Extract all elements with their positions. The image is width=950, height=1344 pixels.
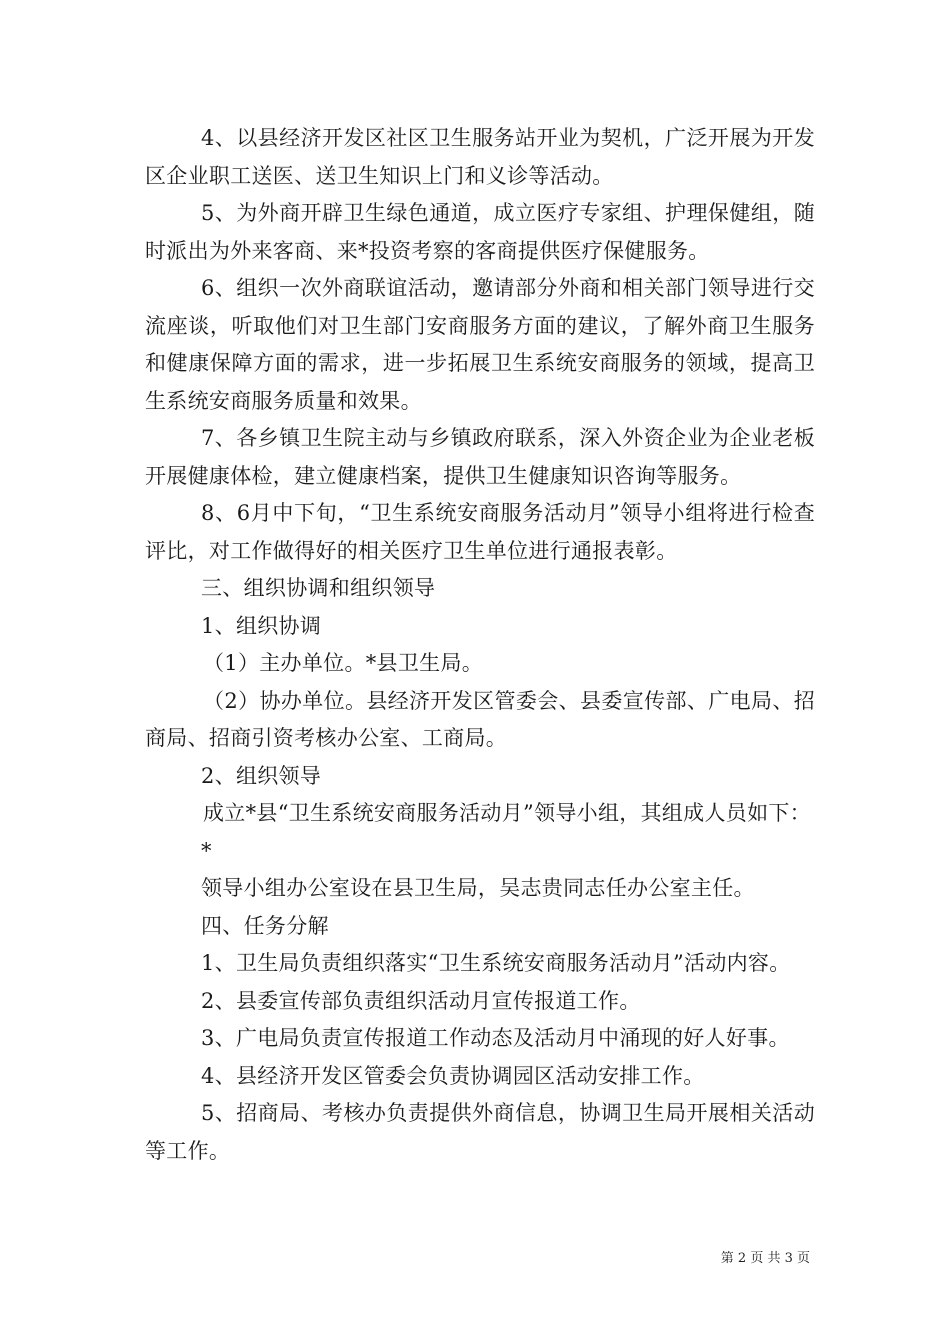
subheading-leadership: 2、组织领导	[201, 763, 322, 788]
task-item-1: 1、卫生局负责组织落实“卫生系统安商服务活动月”活动内容。	[201, 951, 791, 975]
task-item-4: 4、县经济开发区管委会负责协调园区活动安排工作。	[201, 1063, 705, 1088]
section-heading-organization: 三、组织协调和组织领导	[201, 576, 436, 600]
document-body	[145, 120, 815, 1170]
co-host-units: （2）协办单位。县经济开发区管委会、县委宣传部、广电局、招商局、招商引资考核办公室、工商局。	[145, 688, 815, 750]
leadership-group-intro: 成立*县“卫生系统安商服务活动月”领导小组，其组成人员如下：	[203, 801, 811, 825]
task-item-2: 2、县委宣传部负责组织活动月宣传报道工作。	[201, 988, 641, 1013]
paragraph-item-6: 6、组织一次外商联谊活动，邀请部分外商和相关部门领导进行交流座谈，听取他们对卫生部门安商服务方面的建议，了解外商卫生服务和健康保障方面的需求，进一步拓展卫生系统安商服务的领域，提高卫生系统安商服务质量和效果。	[145, 276, 815, 413]
section-heading-tasks: 四、任务分解	[201, 913, 329, 938]
host-unit: （1）主办单位。*县卫生局。	[203, 651, 484, 675]
paragraph-item-4: 4、以县经济开发区社区卫生服务站开业为契机，广泛开展为开发区企业职工送医、送卫生知识上门和义诊等活动。	[145, 126, 815, 188]
page-number-footer: 第 2 页 共 3 页	[720, 1251, 810, 1266]
office-note: 领导小组办公室设在县卫生局，吴志贵同志任办公室主任。	[201, 876, 755, 900]
leadership-members-placeholder: *	[201, 838, 212, 863]
task-item-3: 3、广电局负责宣传报道工作动态及活动月中涌现的好人好事。	[201, 1026, 790, 1050]
task-item-5: 5、招商局、考核办负责提供外商信息，协调卫生局开展相关活动等工作。	[145, 1101, 815, 1163]
paragraph-item-5: 5、为外商开辟卫生绿色通道，成立医疗专家组、护理保健组，随时派出为外来客商、来*投资考察的客商提供医疗保健服务。	[145, 201, 815, 263]
subheading-coordination: 1、组织协调	[201, 613, 322, 638]
paragraph-item-7: 7、各乡镇卫生院主动与乡镇政府联系，深入外资企业为企业老板开展健康体检，建立健康档案，提供卫生健康知识咨询等服务。	[145, 426, 815, 488]
paragraph-item-8: 8、6月中下旬，“卫生系统安商服务活动月”领导小组将进行检查评比，对工作做得好的相关医疗卫生单位进行通报表彰。	[145, 501, 815, 563]
